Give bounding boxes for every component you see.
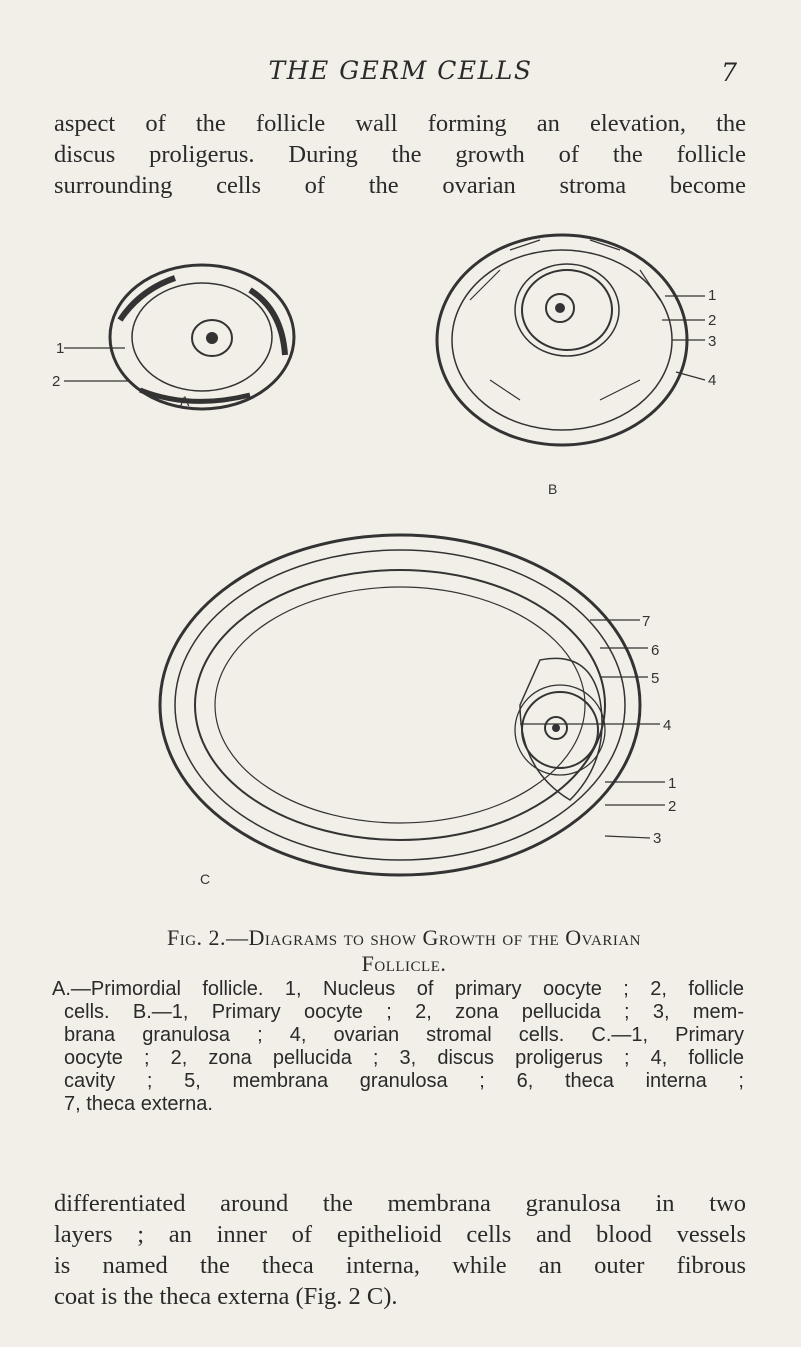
theca-interna bbox=[175, 550, 625, 860]
panel-c-label-2: 2 bbox=[668, 798, 677, 815]
text-line: is named the theca interna, while an outer fibrous bbox=[54, 1252, 746, 1279]
panel-a-label-1: 1 bbox=[56, 340, 65, 357]
panel-a-letter: A bbox=[180, 393, 190, 409]
panel-a-label-2: 2 bbox=[52, 373, 61, 390]
panel-c-label-4: 4 bbox=[663, 717, 672, 734]
legend-line: cells. B.—1, Primary oocyte ; 2, zona pellucida ; 3, mem- bbox=[64, 1001, 744, 1023]
discus-proligerus bbox=[520, 658, 602, 800]
panel-c-label-3: 3 bbox=[653, 830, 662, 847]
text-line: coat is the theca externa (Fig. 2 C). bbox=[54, 1283, 398, 1310]
panel-b-label-4: 4 bbox=[708, 372, 717, 389]
panel-c-label-7: 7 bbox=[642, 613, 651, 630]
panel-b-letter: B bbox=[548, 481, 558, 497]
text-line: layers ; an inner of epithelioid cells and blood vessels bbox=[54, 1221, 746, 1248]
caption-title-line: Follicle. bbox=[361, 951, 447, 976]
legend-line: brana granulosa ; 4, ovarian stromal cells. C.—1, Primary bbox=[64, 1024, 744, 1046]
panel-c-label-6: 6 bbox=[651, 642, 660, 659]
text-line: differentiated around the membrana granulosa in two bbox=[54, 1190, 746, 1217]
text-line: discus proligerus. During the growth of the follicle bbox=[54, 141, 746, 168]
panel-b-label-3: 3 bbox=[708, 333, 717, 350]
running-head: THE GERM CELLS bbox=[268, 56, 533, 85]
panel-c-label-5: 5 bbox=[651, 670, 660, 687]
zona-pellucida bbox=[515, 264, 619, 356]
legend-line: oocyte ; 2, zona pellucida ; 3, discus proligerus ; 4, follicle bbox=[64, 1047, 744, 1069]
legend-line: A.—Primordial follicle. 1, Nucleus of primary oocyte ; 2, follicle bbox=[52, 978, 744, 1000]
membrana-granulosa bbox=[195, 570, 605, 840]
legend-line: 7, theca externa. bbox=[64, 1093, 213, 1115]
primary-oocyte-c bbox=[522, 692, 598, 768]
paragraph-bottom bbox=[54, 1188, 746, 1312]
panel-c-label-1: 1 bbox=[668, 775, 677, 792]
page-number: 7 bbox=[721, 58, 737, 87]
panel-b-label-2: 2 bbox=[708, 312, 717, 329]
panel-b-label-1: 1 bbox=[708, 287, 717, 304]
panel-a-primordial-follicle bbox=[52, 265, 294, 409]
caption-title-line: Fig. 2.—Diagrams to show Growth of the Ovarian bbox=[166, 925, 641, 950]
figure-legend bbox=[52, 978, 744, 1116]
panel-c-letter: C bbox=[200, 871, 211, 887]
legend-line: cavity ; 5, membrana granulosa ; 6, theca interna ; bbox=[64, 1070, 744, 1092]
text-line: surrounding cells of the ovarian stroma become bbox=[54, 172, 746, 199]
follicle-cavity bbox=[215, 587, 585, 823]
primary-oocyte bbox=[522, 270, 612, 350]
panel-c-vesicular-follicle bbox=[160, 535, 676, 887]
panel-b-growing-follicle bbox=[437, 235, 716, 497]
figure-caption-title bbox=[54, 925, 754, 977]
text-line: aspect of the follicle wall forming an elevation, the bbox=[54, 110, 746, 137]
theca-externa bbox=[160, 535, 640, 875]
